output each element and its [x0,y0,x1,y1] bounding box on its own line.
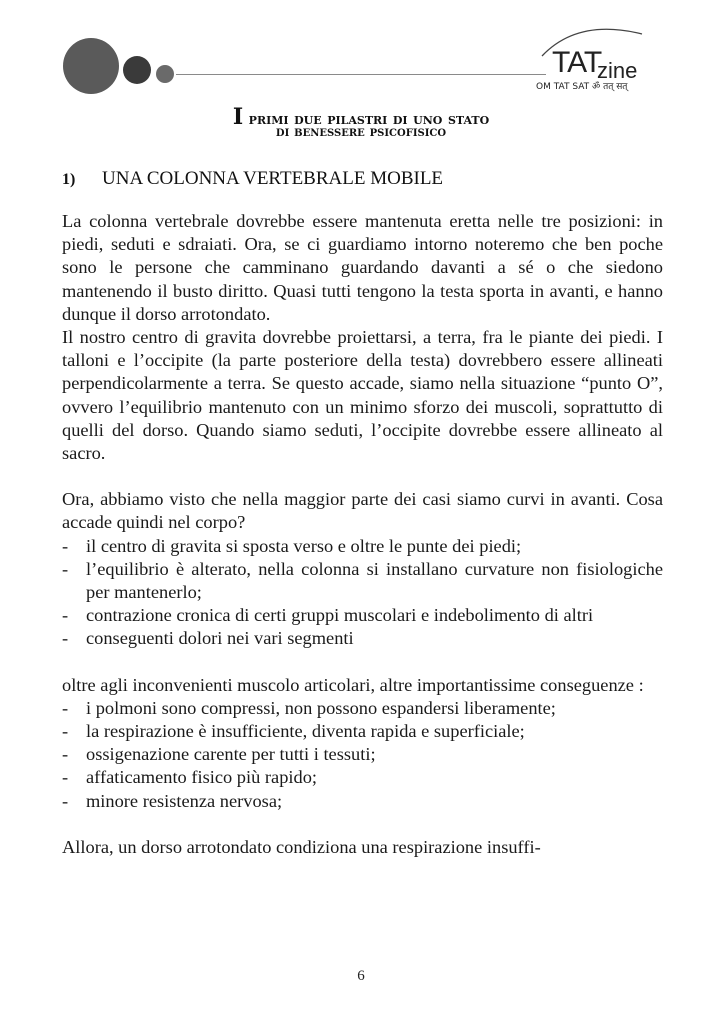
list-item [62,604,663,627]
list-dash: - [62,767,69,788]
paragraph-5: Allora, un dorso arrotondato condiziona una respirazione insuffi- [62,836,541,857]
logo-tagline: OM TAT SAT ॐ तत् सत् [536,82,628,92]
spacer [62,813,663,836]
decorative-circle-small [156,65,174,83]
list-item-text: affaticamento fisico più rapido; [86,767,317,788]
title-initial: I [232,104,244,130]
consequences-list [62,535,663,651]
important-consequences-list [62,697,663,813]
paragraph-1: La colonna vertebrale dovrebbe essere mantenuta eretta nelle tre posizioni: in piedi, seduti e sdraiati. Ora, se ci guardiamo intorno noteremo che ben poche sono le persone che camminano guardando davanti a sé o che siedono mantenendo il busto diritto. Quasi tutti tengono la testa sporta in avanti, e hanno dunque il dorso arrotondato. [62,211,663,324]
page-number: 6 [357,968,365,984]
list-dash: - [62,744,69,765]
article-body [62,210,663,859]
logo-sub-text: zine [597,58,638,83]
list-dash: - [62,558,69,579]
list-dash: - [62,790,69,811]
list-item-text: conseguenti dolori nei vari segmenti [86,628,354,649]
list-item [62,558,663,604]
list-dash: - [62,535,69,556]
list-item [62,743,663,766]
list-item-text: minore resistenza nervosa; [86,790,283,811]
list-item-text: contrazione cronica di certi gruppi muscolari e indebolimento di altri [86,605,594,626]
spacer [62,651,663,674]
list-item-text: la respirazione è insufficiente, diventa rapida e superficiale; [86,721,525,742]
list-item-text: i polmoni sono compressi, non possono espandersi liberamente; [86,697,556,718]
title-line1-text: primi due pilastri di uno stato [243,109,490,128]
list-dash: - [62,605,69,626]
logo-main-text: TAT [552,46,602,79]
section-heading [62,168,443,190]
header-rule [176,74,546,75]
paragraph-2: Il nostro centro di gravita dovrebbe proiettarsi, a terra, fra le piante dei piedi. I talloni e l’occipite (la parte posteriore della testa) dovrebbero essere allineati perpendicolarmente a terra. Se questo accade, siamo nella situazione “punto O”, ovvero l’equilibrio mantenuto con un minimo sforzo dei muscoli, soprattutto di quelli del dorso. Quando siamo seduti, l’occipite dovrebbe essere allineato al sacro. [62,327,663,464]
list-dash: - [62,697,69,718]
list-dash: - [62,628,69,649]
tatzine-logo [532,24,672,94]
list-item [62,766,663,789]
list-item [62,627,663,650]
list-item [62,697,663,720]
list-item-text: l’equilibrio è alterato, nella colonna si installano curvature non fisiologiche per mantenerlo; [86,558,663,603]
paragraph-3: Ora, abbiamo visto che nella maggior parte dei casi siamo curvi in avanti. Cosa accade quindi nel corpo? [62,489,663,533]
list-item [62,720,663,743]
spacer [62,465,663,488]
decorative-circle-large [63,38,119,94]
page-header [0,0,722,100]
list-item [62,535,663,558]
article-title-line2: di benessere psicofisico [275,124,447,140]
section-heading-text: UNA COLONNA VERTEBRALE MOBILE [102,168,444,189]
list-item-text: ossigenazione carente per tutti i tessuti; [86,744,376,765]
paragraph-4: oltre agli inconvenienti muscolo articolari, altre importantissime conseguenze : [62,674,644,695]
list-item [62,790,663,813]
section-number: 1) [62,171,76,188]
decorative-circle-medium [123,56,151,84]
list-dash: - [62,721,69,742]
list-item-text: il centro di gravita si sposta verso e oltre le punte dei piedi; [86,535,522,556]
